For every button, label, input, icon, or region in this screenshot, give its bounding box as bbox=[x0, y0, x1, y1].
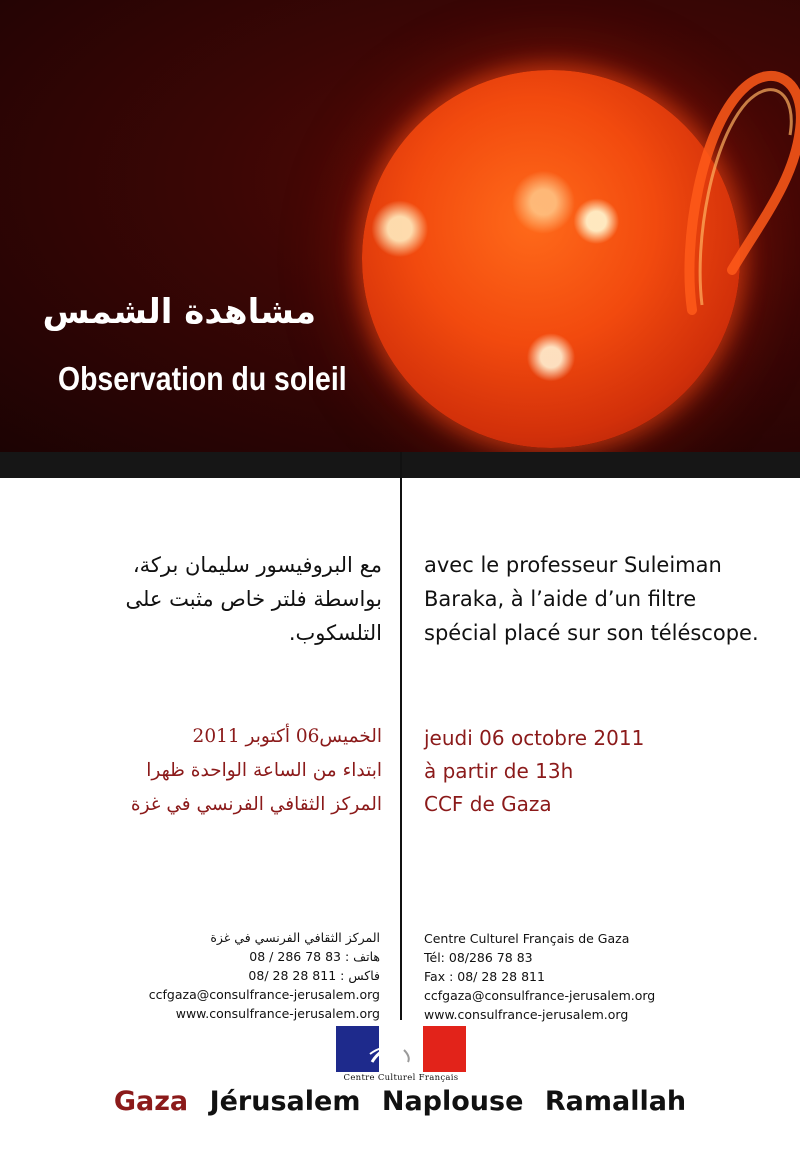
contact-fr-name: Centre Culturel Français de Gaza bbox=[424, 931, 630, 946]
event-ar-date: الخميس06 أكتوبر 2011 bbox=[192, 726, 382, 747]
description-arabic bbox=[42, 548, 382, 650]
event-fr-time: à partir de 13h bbox=[424, 759, 574, 783]
city-jerusalem: Jérusalem bbox=[209, 1086, 361, 1117]
solar-prominence-icon bbox=[672, 40, 800, 320]
contact-ar-fax: فاكس : 811 28 28 /08 bbox=[248, 968, 380, 983]
city-ramallah: Ramallah bbox=[544, 1086, 687, 1117]
description-ar-line: بواسطة فلتر خاص مثبت على bbox=[125, 587, 382, 611]
contact-ar-phone: هاتف : 83 78 286 / 08 bbox=[249, 949, 380, 964]
event-ar-time: ابتداء من الساعة الواحدة ظهرا bbox=[146, 760, 382, 781]
description-fr-line: avec le professeur Suleiman bbox=[424, 553, 722, 577]
contact-ar-name: المركز الثقافي الفرنسي في غزة bbox=[210, 930, 380, 945]
contact-ar-website-link[interactable]: www.consulfrance-jerusalem.org bbox=[175, 1006, 380, 1021]
description-fr-line: Baraka, à l’aide d’un filtre bbox=[424, 587, 697, 611]
city-naplouse: Naplouse bbox=[381, 1086, 524, 1117]
description-fr-line: spécial placé sur son téléscope. bbox=[424, 621, 759, 645]
title-arabic: مشاهدة الشمس bbox=[42, 292, 316, 332]
contact-fr-fax: Fax : 08/ 28 28 811 bbox=[424, 969, 545, 984]
event-fr-date: jeudi 06 octobre 2011 bbox=[424, 726, 645, 750]
description-ar-line: التلسكوب. bbox=[288, 621, 382, 645]
title-french: Observation du soleil bbox=[58, 360, 347, 397]
event-info-french bbox=[424, 722, 784, 821]
event-info-arabic bbox=[22, 720, 382, 822]
city-gaza: Gaza bbox=[113, 1086, 189, 1117]
event-fr-place: CCF de Gaza bbox=[424, 792, 552, 816]
event-ar-place: المركز الثقافي الفرنسي في غزة bbox=[130, 794, 382, 815]
marianne-icon bbox=[364, 1032, 424, 1072]
contact-fr-email-link[interactable]: ccfgaza@consulfrance-jerusalem.org bbox=[424, 988, 656, 1003]
hero-banner bbox=[0, 0, 800, 452]
ccf-logo-text: Centre Culturel Français bbox=[343, 1073, 459, 1083]
column-divider bbox=[400, 452, 402, 1020]
contact-french bbox=[424, 929, 784, 1024]
description-french bbox=[424, 548, 794, 650]
description-ar-line: مع البروفيسور سليمان بركة، bbox=[132, 553, 382, 577]
cities-footer bbox=[0, 1086, 800, 1117]
contact-fr-website-link[interactable]: www.consulfrance-jerusalem.org bbox=[424, 1007, 629, 1022]
ccf-logo bbox=[336, 1026, 466, 1086]
contact-ar-email-link[interactable]: ccfgaza@consulfrance-jerusalem.org bbox=[148, 987, 380, 1002]
contact-arabic bbox=[60, 928, 380, 1023]
contact-fr-phone: Tél: 08/286 78 83 bbox=[424, 950, 533, 965]
